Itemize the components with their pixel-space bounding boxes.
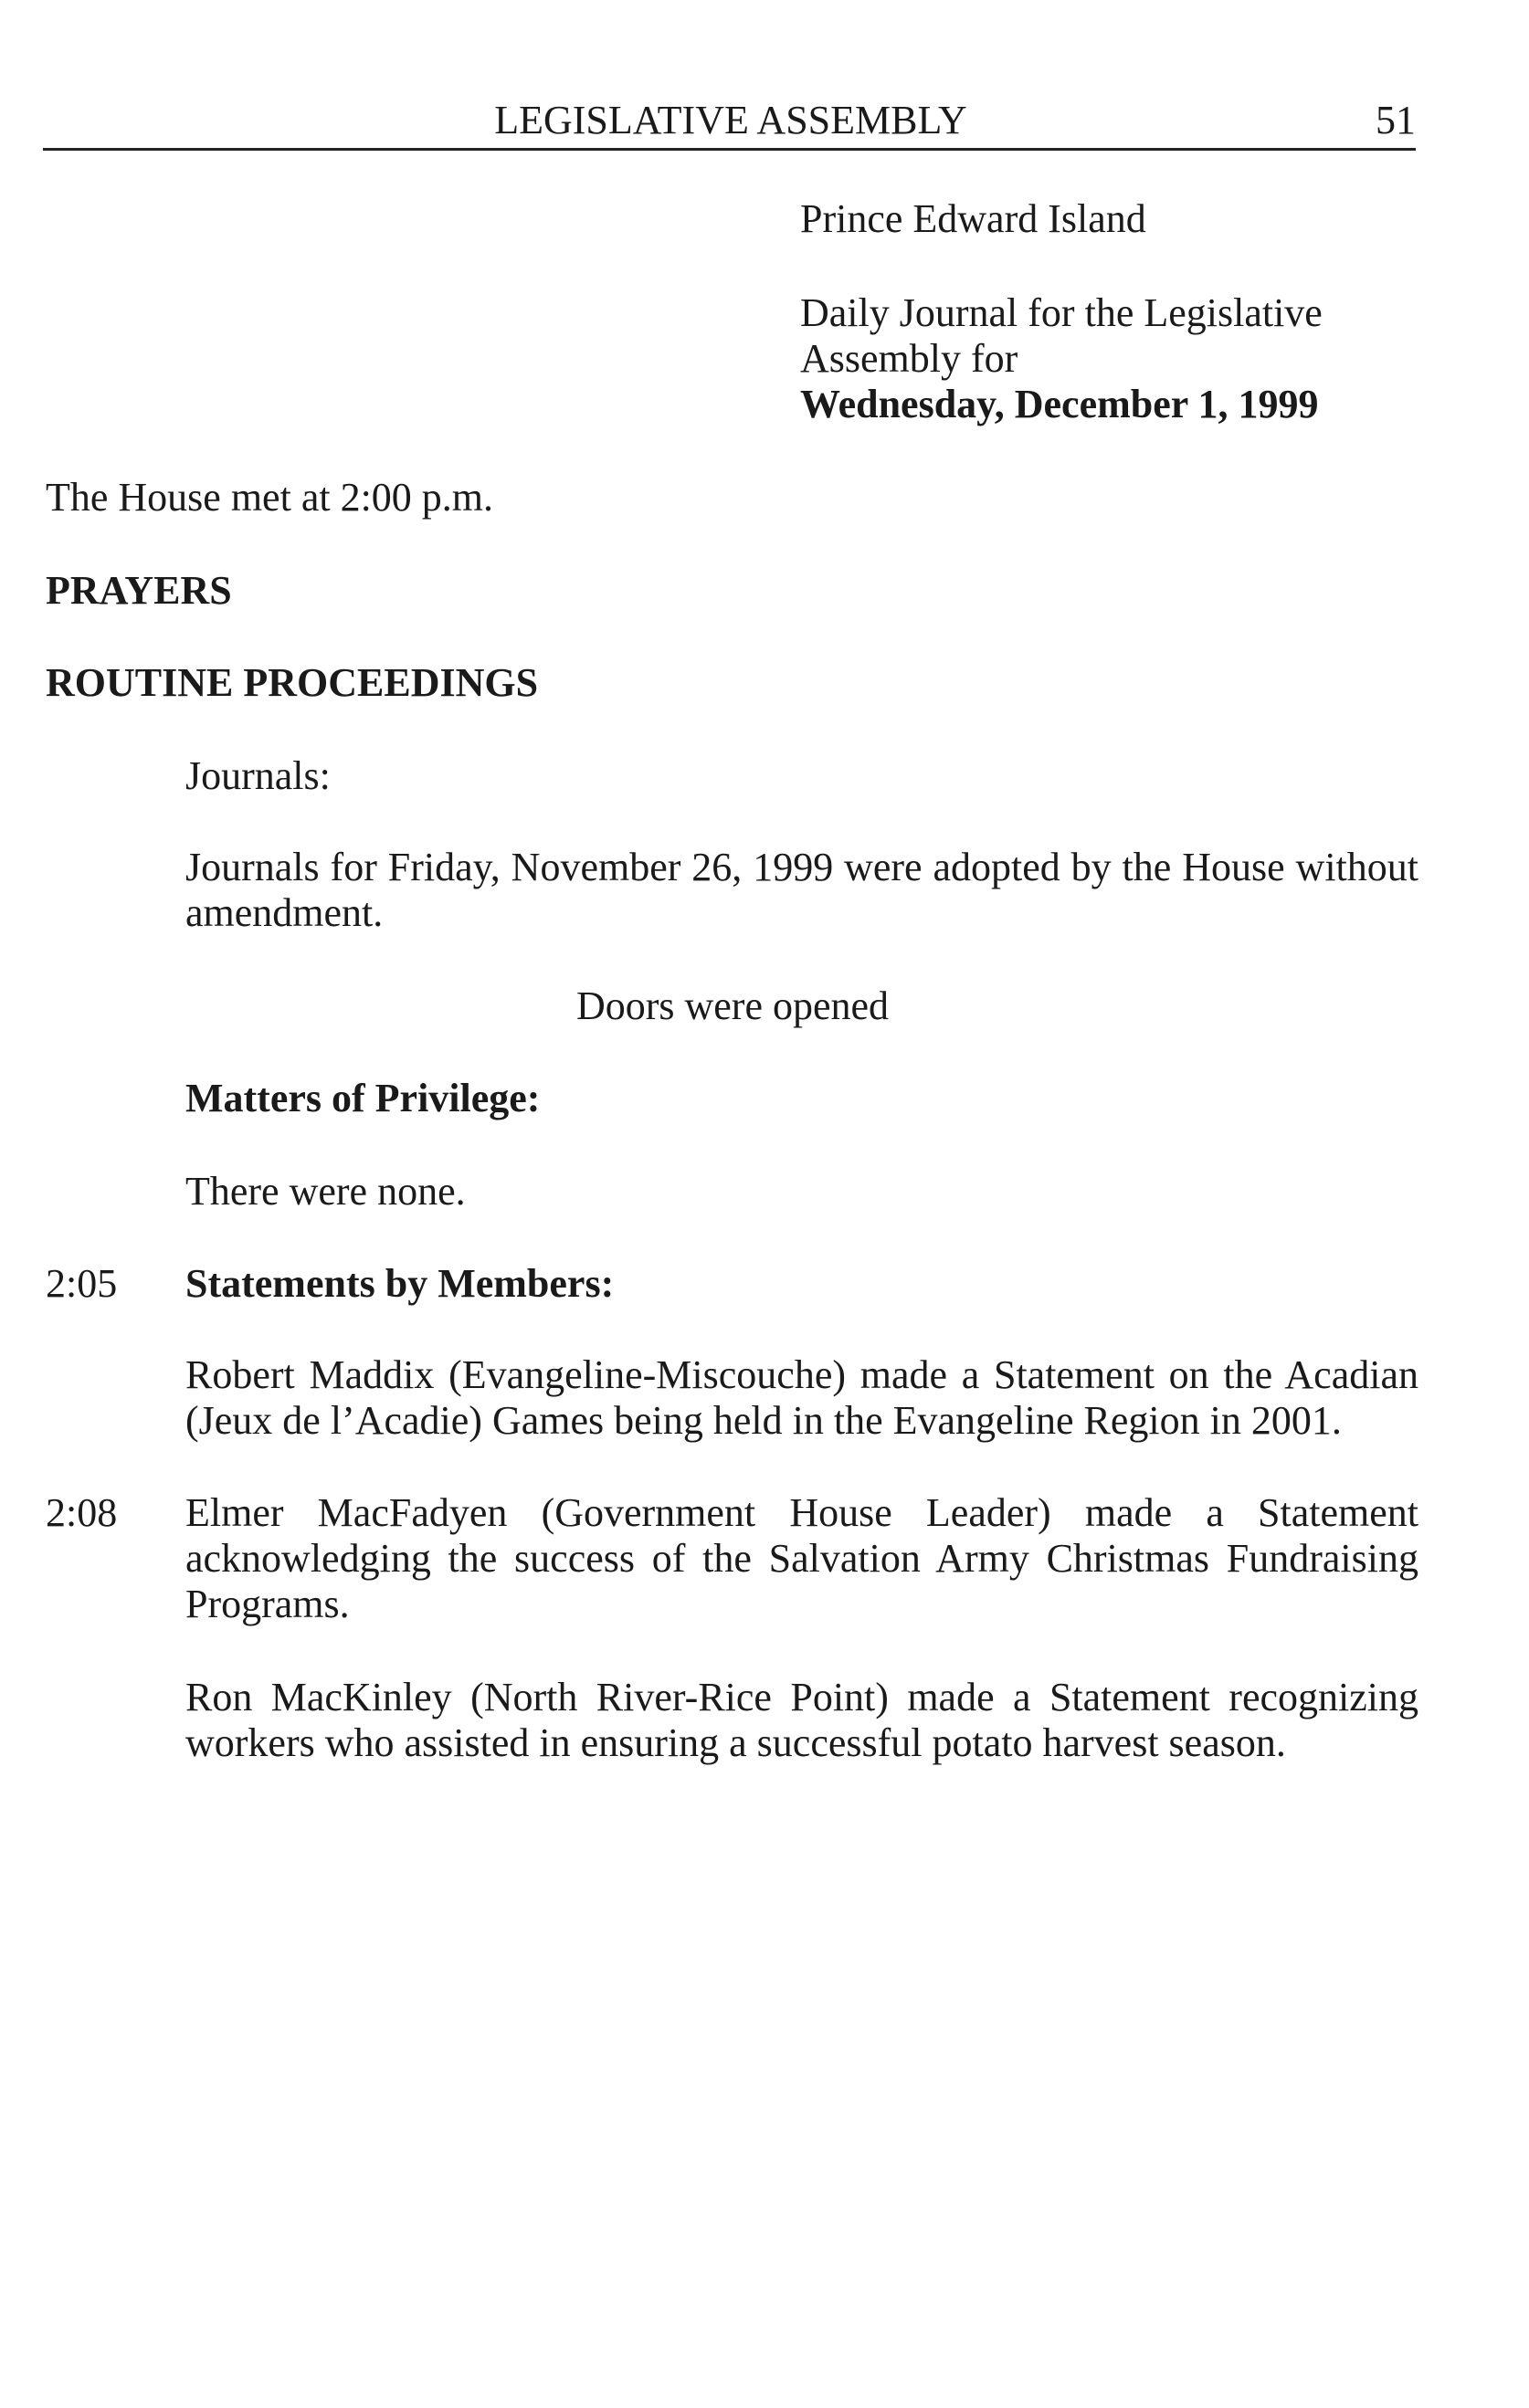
- house-met-time: The House met at 2:00 p.m.: [46, 475, 494, 520]
- province-name: Prince Edward Island: [800, 196, 1146, 241]
- matters-of-privilege-heading: Matters of Privilege:: [185, 1076, 541, 1120]
- journals-label: Journals:: [185, 753, 331, 798]
- statement-mackinley: Ron MacKinley (North River-Rice Point) made a Statement recognizing workers who assisted in ensuring a successful potato harvest season.: [185, 1675, 1418, 1765]
- statement-maddix: Robert Maddix (Evangeline-Miscouche) made a Statement on the Acadian (Jeux de l’Acadie) Games being held in the Evangeline Region in 2001.: [185, 1352, 1418, 1443]
- journals-paragraph: Journals for Friday, November 26, 1999 were adopted by the House without amendment.: [185, 845, 1418, 935]
- journal-date: Wednesday, December 1, 1999: [800, 382, 1319, 426]
- matters-of-privilege-text: There were none.: [185, 1169, 466, 1214]
- journal-title: Daily Journal for the Legislative Assembly for: [800, 290, 1323, 381]
- routine-proceedings-heading: ROUTINE PROCEEDINGS: [46, 660, 539, 705]
- header-rule: [43, 148, 1416, 151]
- statement-macfadyen: Elmer MacFadyen (Government House Leader) made a Statement acknowledging the success of the Salvation Army Christmas Fundraising Programs.: [185, 1490, 1418, 1626]
- time-stamp-2-08: 2:08: [46, 1490, 118, 1535]
- running-header-title: LEGISLATIVE ASSEMBLY: [494, 98, 967, 142]
- page-number: 51: [1376, 98, 1416, 142]
- statements-by-members-heading: Statements by Members:: [185, 1261, 615, 1306]
- doors-opened-note: Doors were opened: [575, 983, 890, 1028]
- time-stamp-2-05: 2:05: [46, 1261, 118, 1306]
- prayers-heading: PRAYERS: [46, 568, 232, 613]
